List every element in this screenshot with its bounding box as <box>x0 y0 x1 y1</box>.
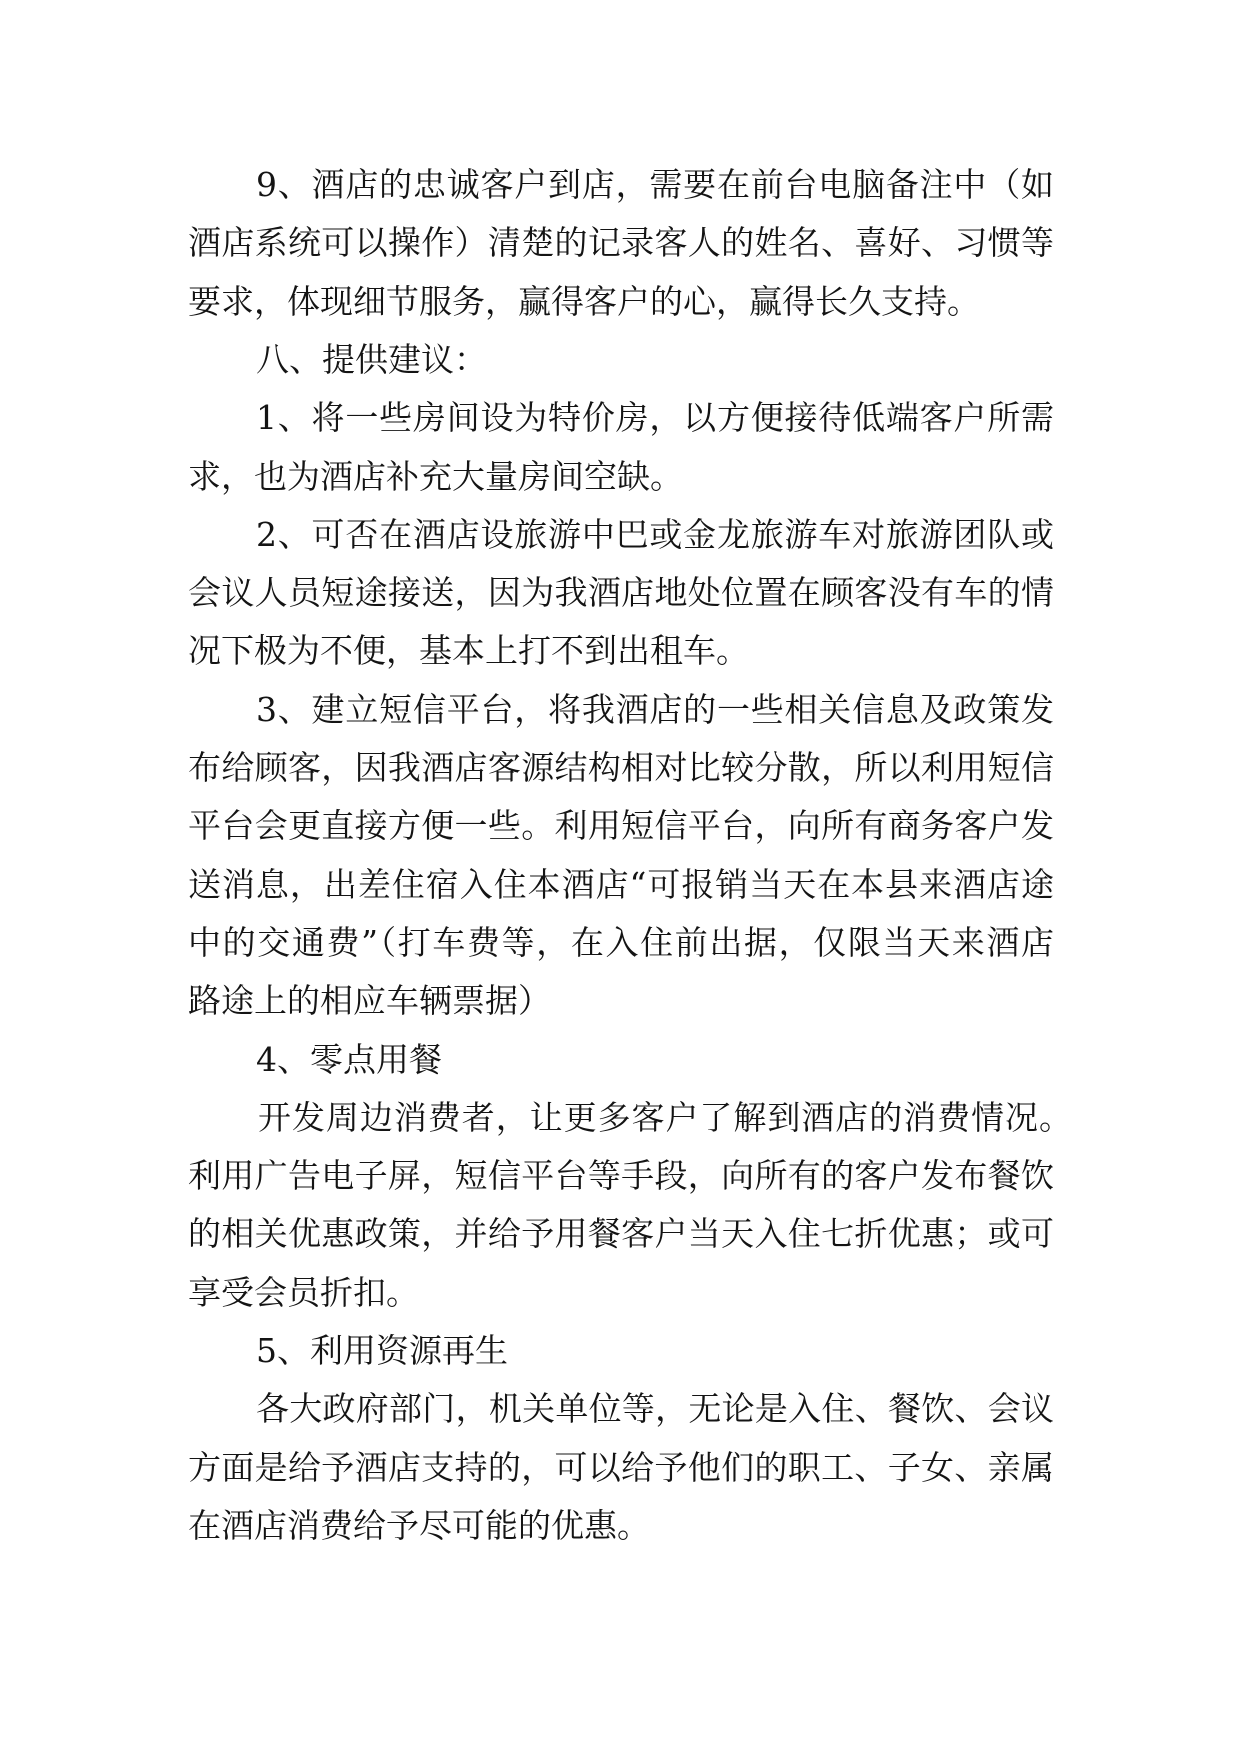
text-line: 况下极为不便，基本上打不到出租车。 <box>188 631 749 670</box>
text-line: 要求，体现细节服务，赢得客户的心，赢得长久支持。 <box>188 282 980 321</box>
text-line: 2、可否在酒店设旅游中巴或金龙旅游车对旅游团队或 <box>256 515 1054 554</box>
subheading: 5、利用资源再生 <box>256 1331 508 1370</box>
section-heading: 八、提供建议： <box>256 340 487 379</box>
text-line: 方面是给予酒店支持的，可以给予他们的职工、子女、亲属 <box>188 1448 1054 1487</box>
subheading: 4、零点用餐 <box>256 1040 442 1079</box>
text-line: 各大政府部门，机关单位等，无论是入住、餐饮、会议 <box>256 1389 1054 1428</box>
text-line: 平台会更直接方便一些。利用短信平台，向所有商务客户发 <box>188 806 1054 845</box>
text-line: 利用广告电子屏，短信平台等手段，向所有的客户发布餐饮 <box>188 1156 1054 1195</box>
text-line: 1、将一些房间设为特价房，以方便接待低端客户所需 <box>256 398 1054 437</box>
text-line: 路途上的相应车辆票据） <box>188 981 551 1020</box>
text-line: 享受会员折扣。 <box>188 1273 419 1312</box>
text-line: 酒店系统可以操作）清楚的记录客人的姓名、喜好、习惯等 <box>188 223 1054 262</box>
text-line: 9、酒店的忠诚客户到店，需要在前台电脑备注中（如 <box>256 165 1054 204</box>
text-line: 会议人员短途接送，因为我酒店地处位置在顾客没有车的情 <box>188 573 1054 612</box>
text-line: 在酒店消费给予尽可能的优惠。 <box>188 1506 650 1545</box>
text-line: 布给顾客，因我酒店客源结构相对比较分散，所以利用短信 <box>188 748 1054 787</box>
text-line: 送消息，出差住宿入住本酒店“可报销当天在本县来酒店途 <box>188 865 1054 904</box>
text-line: 的相关优惠政策，并给予用餐客户当天入住七折优惠；或可 <box>188 1214 1054 1253</box>
text-line: 3、建立短信平台，将我酒店的一些相关信息及政策发 <box>256 690 1054 729</box>
text-line: 求，也为酒店补充大量房间空缺。 <box>188 457 683 496</box>
text-line: 开发周边消费者，让更多客户了解到酒店的消费情况。 <box>258 1098 1072 1137</box>
text-line: 中的交通费”（打车费等，在入住前出据，仅限当天来酒店 <box>188 923 1054 962</box>
